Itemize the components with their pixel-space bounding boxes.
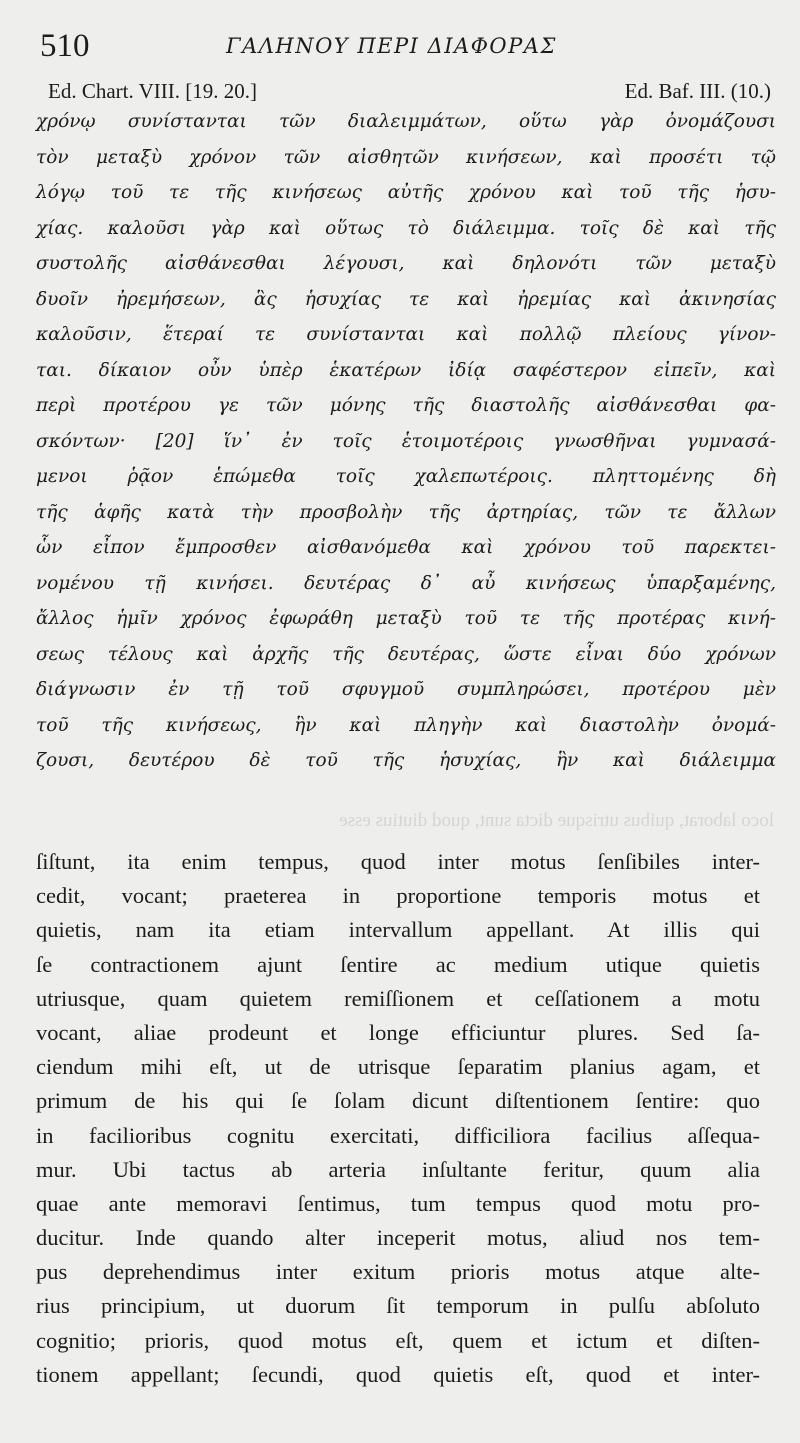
latin-line: mur. Ubi tactus ab arteria inſultante feritur, quum alia: [36, 1156, 760, 1182]
greek-line: μενοι ῥᾷον ἑπώμεθα τοῖς χαλεπωτέροις. πληττομένης δὴ: [36, 466, 776, 487]
running-title: ΓΑΛΗΝΟΥ ΠΕΡΙ ΔΙΑΦΟΡΑΣ: [226, 34, 557, 58]
page-number: 510: [40, 28, 90, 64]
latin-line: pus deprehendimus inter exitum prioris motus atque alte-: [36, 1259, 760, 1285]
latin-line: ſiſtunt, ita enim tempus, quod inter motus ſenſibiles inter-: [36, 849, 760, 874]
greek-line: λόγῳ τοῦ τε τῆς κινήσεως αὐτῆς χρόνου καὶ τοῦ τῆς ἡσυ-: [36, 182, 776, 203]
greek-line: χρόνῳ συνίστανται τῶν διαλειμμάτων, οὕτω γὰρ ὀνομάζουσι: [36, 111, 776, 132]
greek-line: ται. δίκαιον οὖν ὑπὲρ ἑκατέρων ἰδίᾳ σαφέστερον εἰπεῖν, καὶ: [36, 359, 776, 381]
greek-line: σεως τέλους καὶ ἀρχῆς τῆς δευτέρας, ὥστε εἶναι δύο χρόνων: [36, 643, 776, 665]
latin-line: cedit, vocant; praeterea in proportione temporis motus et: [36, 883, 760, 909]
latin-line: in facilioribus cognitu exercitati, difficiliora facilius aſſequa-: [36, 1122, 760, 1148]
greek-line: δυοῖν ἠρεμήσεων, ἃς ἡσυχίας τε καὶ ἠρεμίας καὶ ἀκινησίας: [36, 288, 776, 310]
latin-line: quietis, nam ita etiam intervallum appellant. At illis qui: [36, 917, 760, 943]
greek-line: συστολῆς αἰσθάνεσθαι λέγουσι, καὶ δηλονότι τῶν μεταξὺ: [36, 253, 776, 274]
greek-text-block: [36, 104, 776, 779]
greek-line: ζουσι, δευτέρου δὲ τοῦ τῆς ἡσυχίας, ἣν καὶ διάλειμμα: [36, 750, 776, 771]
latin-line: utriusque, quam quietem remiſſionem et ceſſationem a motu: [36, 985, 760, 1011]
edition-reference-basel: Ed. Baf. III. (10.): [624, 79, 771, 103]
greek-line: διάγνωσιν ἐν τῇ τοῦ σφυγμοῦ συμπληρώσει, προτέρου μὲν: [36, 679, 776, 700]
latin-text-block: [36, 845, 760, 1392]
greek-line: ὧν εἶπον ἔμπροσθεν αἰσθανόμεθα καὶ χρόνου τοῦ παρεκτει-: [36, 537, 776, 558]
edition-reference-row: [48, 76, 771, 106]
greek-line: τῆς ἁφῆς κατὰ τὴν προσβολὴν τῆς ἀρτηρίας, τῶν τε ἄλλων: [36, 501, 776, 523]
latin-line: vocant, aliae prodeunt et longe efficiuntur plures. Sed ſa-: [36, 1019, 760, 1045]
greek-line: τὸν μεταξὺ χρόνον τῶν αἰσθητῶν κινήσεων, καὶ προσέτι τῷ: [36, 146, 776, 168]
latin-line: rius principium, ut duorum ſit temporum in pulſu abſoluto: [36, 1293, 760, 1319]
latin-line: ducitur. Inde quando alter inceperit motus, aliud nos tem-: [36, 1225, 760, 1251]
latin-line: ſe contractionem ajunt ſentire ac medium utique quietis: [36, 951, 760, 977]
greek-line: νομένου τῇ κινήσει. δευτέρας δ᾽ αὖ κινήσεως ὑπαρξαμένης,: [36, 572, 776, 594]
latin-line: ciendum mihi eſt, ut de utrisque ſeparatim planius agam, et: [36, 1054, 760, 1080]
greek-line: καλοῦσιν, ἕτεραί τε συνίστανται καὶ πολλῷ πλείους γίνον-: [36, 324, 776, 345]
greek-line: σκόντων· [20] ἵν᾽ ἐν τοῖς ἑτοιμοτέροις γνωσθῆναι γυμνασά-: [36, 430, 776, 452]
greek-line: ἄλλος ἡμῖν χρόνος ἐφωράθη μεταξὺ τοῦ τε τῆς προτέρας κινή-: [36, 608, 776, 629]
page-header: [40, 24, 770, 68]
greek-line: τοῦ τῆς κινήσεως, ἣν καὶ πληγὴν καὶ διαστολὴν ὀνομά-: [36, 714, 776, 736]
latin-line: primum de his qui ſe ſolam dicunt diſtentionem ſentire: quo: [36, 1088, 760, 1114]
edition-reference-chartier: Ed. Chart. VIII. [19. 20.]: [48, 79, 257, 103]
greek-line: χίας. καλοῦσι γὰρ καὶ οὕτως τὸ διάλειμμα. τοῖς δὲ καὶ τῆς: [36, 217, 776, 239]
greek-line: περὶ προτέρου γε τῶν μόνης τῆς διαστολῆς αἰσθάνεσθαι φα-: [36, 395, 776, 416]
latin-line: quae ante memoravi ſentimus, tum tempus quod motu pro-: [36, 1190, 760, 1216]
latin-line: tionem appellant; ſecundi, quod quietis eſt, quod et inter-: [36, 1361, 760, 1387]
latin-line: cognitio; prioris, quod motus eſt, quem et ictum et diſten-: [36, 1327, 760, 1353]
bleed-through-text: loco laborat, quibus utrisque dicta sunt, quod diutius esse: [339, 810, 774, 831]
